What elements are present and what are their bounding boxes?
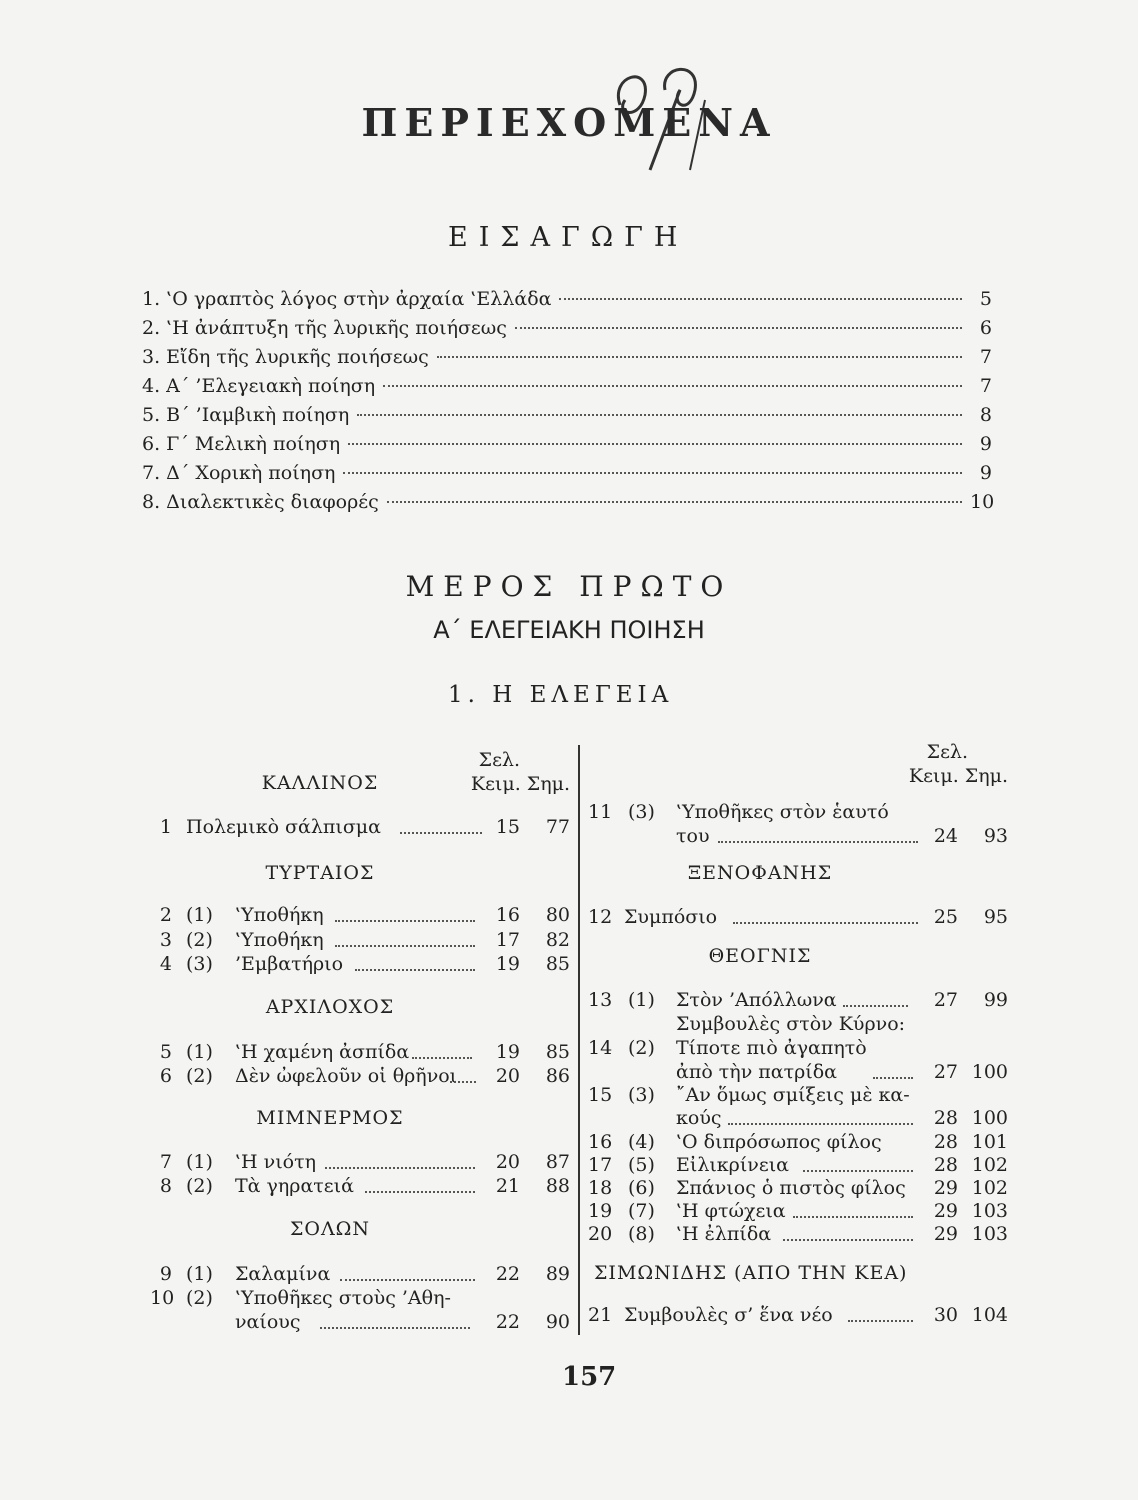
poem-sub: (1) <box>186 904 213 926</box>
poem-number: 10 <box>150 1287 175 1309</box>
leader-dots <box>515 327 962 329</box>
leader-dots <box>559 298 962 300</box>
keim-page: 29 <box>933 1177 958 1199</box>
toc-page: 7 <box>979 375 992 397</box>
poem-sub: (3) <box>628 801 655 823</box>
toc-row[interactable] <box>142 346 992 375</box>
poem-number: 19 <box>588 1200 613 1222</box>
sim-page: 100 <box>971 1107 1008 1129</box>
poem-entry[interactable] <box>588 800 1013 824</box>
toc-label: 1. ‛Ο γραπτὸς λόγος στὴν ἀρχαία ‛Ελλάδα <box>142 288 552 310</box>
sim-page: 93 <box>983 825 1008 847</box>
page-number: 157 <box>562 1362 617 1392</box>
poem-title: ‛Η χαμένη ἀσπίδα <box>235 1041 410 1063</box>
author-kallinos: ΚΑΛΛΙΝΟΣ <box>261 772 379 794</box>
poem-title: ῎Αν ὅμως σμίξεις μὲ κα- <box>676 1084 910 1106</box>
poem-title: ‛Η φτώχεια <box>676 1200 786 1222</box>
poem-sub: (2) <box>186 929 213 951</box>
poem-sub: (8) <box>628 1223 655 1245</box>
poem-sub: (2) <box>186 1065 213 1087</box>
poem-sub: (2) <box>186 1287 213 1309</box>
poem-title-cont: ἀπὸ τὴν πατρίδα <box>676 1061 837 1083</box>
keim-page: 27 <box>933 989 958 1011</box>
leader-dots <box>335 920 475 922</box>
toc-row[interactable] <box>142 462 992 491</box>
poem-number: 18 <box>588 1177 613 1199</box>
toc-page: 6 <box>979 317 992 339</box>
leader-dots <box>437 356 962 358</box>
keim-page: 22 <box>495 1311 520 1333</box>
poem-title: Σπάνιος ὁ πιστὸς φίλος <box>676 1177 906 1199</box>
sim-page: 85 <box>545 953 570 975</box>
poem-sub: (7) <box>628 1200 655 1222</box>
poem-sub: (2) <box>186 1175 213 1197</box>
page-title: ΠΕΡΙΕΧΟΜΕΝΑ <box>361 100 777 145</box>
keim-page: 25 <box>933 906 958 928</box>
poem-number: 8 <box>159 1175 172 1197</box>
poem-entry[interactable] <box>588 1153 1013 1177</box>
poem-entry[interactable] <box>150 903 575 927</box>
poem-title: Συμβουλὲς σ’ ἕνα νέο <box>624 1304 833 1326</box>
poem-number: 16 <box>588 1131 613 1153</box>
poem-entry[interactable] <box>588 1130 1013 1154</box>
poem-entry[interactable] <box>588 1036 1013 1060</box>
toc-row[interactable] <box>142 375 992 404</box>
sim-page: 85 <box>545 1041 570 1063</box>
poem-entry[interactable] <box>588 905 1013 929</box>
keim-page: 22 <box>495 1263 520 1285</box>
toc-label: 3. Εἴδη τῆς λυρικῆς ποιήσεως <box>142 346 429 368</box>
poem-sub: (3) <box>186 953 213 975</box>
poem-number: 1 <box>159 816 172 838</box>
toc-page: 10 <box>970 491 995 513</box>
keim-page: 15 <box>495 816 520 838</box>
poem-number: 13 <box>588 989 613 1011</box>
sim-page: 87 <box>545 1151 570 1173</box>
keim-page: 28 <box>933 1131 958 1153</box>
poem-entry[interactable] <box>588 1083 1013 1107</box>
leader-dots <box>325 1167 475 1169</box>
sim-page: 88 <box>545 1175 570 1197</box>
poem-number: 20 <box>588 1223 613 1245</box>
poem-entry[interactable] <box>150 952 575 976</box>
sim-page: 95 <box>983 906 1008 928</box>
toc-page: 7 <box>979 346 992 368</box>
toc-row[interactable] <box>142 404 992 433</box>
keim-page: 17 <box>495 929 520 951</box>
toc-label: 7. Δ΄ Χορικὴ ποίηση <box>142 462 336 484</box>
poem-sub: (2) <box>628 1037 655 1059</box>
poem-sub: (5) <box>628 1154 655 1176</box>
author-simonides: ΣΙΜΩΝΙΔΗΣ (ΑΠΟ ΤΗΝ ΚΕΑ) <box>594 1262 908 1284</box>
poem-number: 2 <box>159 904 172 926</box>
keim-page: 28 <box>933 1154 958 1176</box>
poem-title-cont: ναίους <box>235 1311 301 1333</box>
poem-entry[interactable] <box>150 815 575 839</box>
poem-title: ‛Ο διπρόσωπος φίλος <box>676 1131 882 1153</box>
sim-page: 103 <box>971 1223 1008 1245</box>
toc-label: 2. ‛Η ἀνάπτυξη τῆς λυρικῆς ποιήσεως <box>142 317 507 339</box>
leader-dots <box>718 841 918 843</box>
poem-entry[interactable] <box>150 1040 575 1064</box>
poem-title: Συμπόσιο <box>624 906 718 928</box>
sim-page: 89 <box>545 1263 570 1285</box>
poem-entry[interactable] <box>150 1262 575 1286</box>
poem-number: 14 <box>588 1037 613 1059</box>
poem-sub: (6) <box>628 1177 655 1199</box>
poem-number: 17 <box>588 1154 613 1176</box>
poem-sub: (3) <box>628 1084 655 1106</box>
sel-label: Σελ. <box>926 741 968 763</box>
sim-page: 86 <box>545 1065 570 1087</box>
poem-number: 4 <box>159 953 172 975</box>
keim-page: 30 <box>933 1304 958 1326</box>
sim-page: 99 <box>983 989 1008 1011</box>
sim-page: 90 <box>545 1311 570 1333</box>
leader-dots <box>348 443 962 445</box>
sim-page: 100 <box>971 1061 1008 1083</box>
keim-page: 29 <box>933 1223 958 1245</box>
column-header-right <box>876 740 1008 788</box>
leader-dots <box>728 1123 913 1125</box>
poem-title: ‛Η νιότη <box>235 1151 316 1173</box>
author-solon: ΣΟΛΩΝ <box>289 1218 371 1240</box>
poem-number: 7 <box>159 1151 172 1173</box>
poem-number: 12 <box>588 906 613 928</box>
author-xenophanes: ΞΕΝΟΦΑΝΗΣ <box>687 862 833 884</box>
poem-entry-continuation <box>588 824 1013 848</box>
leader-dots <box>848 1320 913 1322</box>
leader-dots <box>873 1077 913 1079</box>
intro-heading: ΕΙΣΑΓΩΓΗ <box>448 222 689 253</box>
poem-sub: (4) <box>628 1131 655 1153</box>
leader-dots <box>387 501 962 503</box>
poem-entry[interactable] <box>150 1150 575 1174</box>
sub-heading: 1. Η ΕΛΕΓΕΙΑ <box>448 682 674 708</box>
leader-dots <box>357 414 962 416</box>
toc-label: 4. Α΄ ’Ελεγειακὴ ποίηση <box>142 375 376 397</box>
poem-entry[interactable] <box>588 1303 1013 1327</box>
leader-dots <box>793 1216 913 1218</box>
author-archilochos: ΑΡΧΙΛΟΧΟΣ <box>265 996 395 1018</box>
toc-label: 6. Γ΄ Μελικὴ ποίηση <box>142 433 341 455</box>
leader-dots <box>843 1005 908 1007</box>
sim-page: 82 <box>545 929 570 951</box>
sim-page: 77 <box>545 816 570 838</box>
sim-page: 102 <box>971 1154 1008 1176</box>
poem-entry-continuation <box>150 1310 575 1334</box>
section-heading: Α΄ ΕΛΕΓΕΙΑΚΗ ΠΟΙΗΣΗ <box>433 616 705 644</box>
poem-title: Πολεμικὸ σάλπισμα <box>186 816 381 838</box>
keim-page: 21 <box>495 1175 520 1197</box>
leader-dots <box>320 1327 470 1329</box>
poem-entry[interactable] <box>150 1286 575 1310</box>
sel-label: Σελ. <box>478 749 520 771</box>
toc-label: 8. Διαλεκτικὲς διαφορές <box>142 491 379 513</box>
keim-sim-label: Κειμ. Σημ. <box>470 773 570 795</box>
toc-row[interactable] <box>142 288 992 317</box>
sim-page: 80 <box>545 904 570 926</box>
poem-entry[interactable] <box>588 988 1013 1012</box>
poem-number: 21 <box>588 1304 613 1326</box>
leader-dots <box>335 945 475 947</box>
poem-title: ‛Υποθήκη <box>235 904 324 926</box>
sim-page: 103 <box>971 1200 1008 1222</box>
sim-page: 101 <box>971 1131 1008 1153</box>
poem-number: 9 <box>159 1263 172 1285</box>
part-heading: ΜΕΡΟΣ ΠΡΩΤΟ <box>405 570 733 603</box>
keim-sim-label: Κειμ. Σημ. <box>908 765 1008 787</box>
poem-title: ‛Η ἐλπίδα <box>676 1223 772 1245</box>
poem-number: 11 <box>588 801 613 823</box>
leader-dots <box>355 969 475 971</box>
author-mimnermos: ΜΙΜΝΕΡΜΟΣ <box>256 1107 404 1129</box>
poem-title: ‛Υποθῆκες στὸν ἑαυτό <box>676 801 889 823</box>
leader-dots <box>783 1239 913 1241</box>
toc-row[interactable] <box>142 491 995 520</box>
poem-number: 3 <box>159 929 172 951</box>
keim-page: 24 <box>933 825 958 847</box>
poem-title: Τὰ γηρατειά <box>235 1175 354 1197</box>
leader-dots <box>733 922 918 924</box>
column-divider <box>578 745 580 1335</box>
leader-dots <box>803 1170 913 1172</box>
poem-sub: (1) <box>628 989 655 1011</box>
keim-page: 29 <box>933 1200 958 1222</box>
poem-entry[interactable] <box>150 1174 575 1198</box>
toc-row[interactable] <box>142 433 992 462</box>
poem-title: Τίποτε πιὸ ἀγαπητὸ <box>676 1037 867 1059</box>
toc-page: 5 <box>979 288 992 310</box>
poem-entry[interactable] <box>150 928 575 952</box>
poem-sub: (1) <box>186 1263 213 1285</box>
poem-title-cont: κούς <box>676 1107 722 1129</box>
leader-dots <box>343 472 962 474</box>
poem-title: Σαλαμίνα <box>235 1263 331 1285</box>
poem-sub: (1) <box>186 1151 213 1173</box>
keim-page: 27 <box>933 1061 958 1083</box>
author-theognis: ΘΕΟΓΝΙΣ <box>708 945 812 967</box>
poem-number: 15 <box>588 1084 613 1106</box>
toc-label: 5. Β΄ ’Ιαμβικὴ ποίηση <box>142 404 350 426</box>
subsection-label: Συμβουλὲς στὸν Κύρνο: <box>676 1013 906 1035</box>
leader-dots <box>340 1279 475 1281</box>
sim-page: 102 <box>971 1177 1008 1199</box>
poem-title: Στὸν ’Απόλλωνα <box>676 989 837 1011</box>
toc-page: 8 <box>979 404 992 426</box>
leader-dots <box>412 1057 472 1059</box>
poem-title-cont: του <box>676 825 710 847</box>
column-header-left <box>440 748 570 796</box>
keim-page: 19 <box>495 953 520 975</box>
keim-page: 28 <box>933 1107 958 1129</box>
keim-page: 20 <box>495 1065 520 1087</box>
poem-title: ’Εμβατήριο <box>235 953 344 975</box>
poem-title: ‛Υποθήκη <box>235 929 324 951</box>
toc-row[interactable] <box>142 317 992 346</box>
leader-dots <box>365 1191 475 1193</box>
poem-entry-continuation <box>588 1060 1013 1084</box>
keim-page: 20 <box>495 1151 520 1173</box>
toc-page: 9 <box>979 462 992 484</box>
sim-page: 104 <box>971 1304 1008 1326</box>
poem-title: ‛Υποθῆκες στοὺς ’Αθη- <box>235 1287 451 1309</box>
poem-entry[interactable] <box>588 1199 1013 1223</box>
poem-title: Εἰλικρίνεια <box>676 1154 789 1176</box>
poem-number: 5 <box>159 1041 172 1063</box>
toc-page: 9 <box>979 433 992 455</box>
author-tyrtaios: ΤΥΡΤΑΙΟΣ <box>265 862 375 884</box>
poem-title: Δὲν ὠφελοῦν οἱ θρῆνοι <box>235 1065 458 1087</box>
leader-dots <box>383 385 962 387</box>
poem-entry[interactable] <box>588 1176 1013 1200</box>
poem-entry[interactable] <box>150 1064 575 1088</box>
poem-sub: (1) <box>186 1041 213 1063</box>
keim-page: 19 <box>495 1041 520 1063</box>
keim-page: 16 <box>495 904 520 926</box>
poem-entry[interactable] <box>588 1222 1013 1246</box>
poem-number: 6 <box>159 1065 172 1087</box>
poem-entry-continuation <box>588 1106 1013 1130</box>
